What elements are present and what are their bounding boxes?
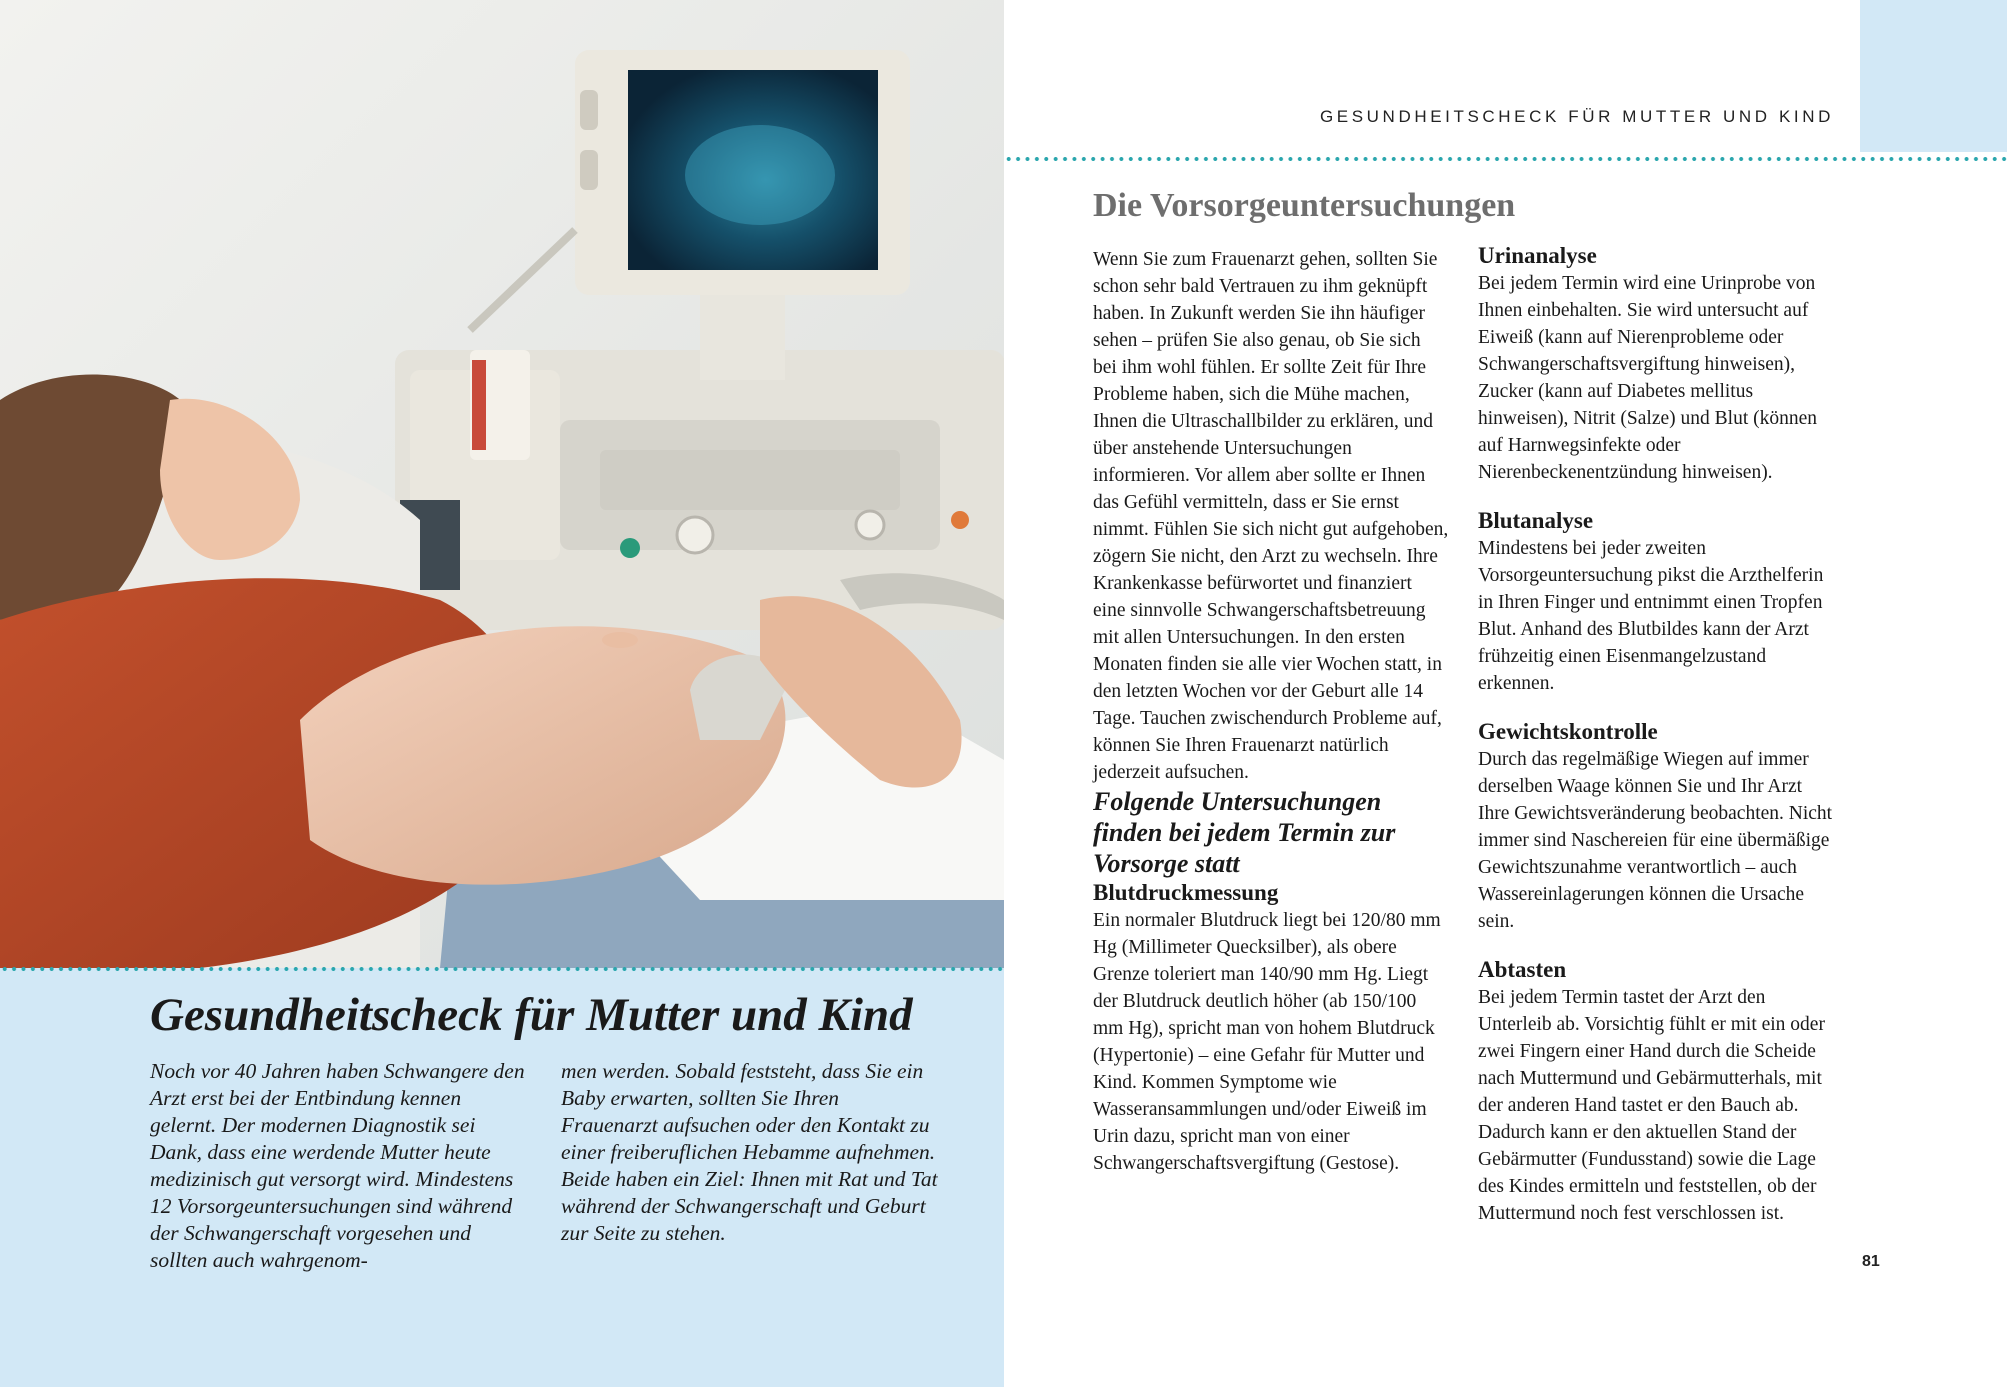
- paragraph-urinanalyse: Bei jedem Termin wird eine Urinprobe von Ihnen einbehalten. Sie wird untersucht auf Eiweiß (kann auf Nierenprobleme oder Schwangerschaftsvergiftung hinweisen), Zucker (kann auf Diabetes mellitus hinweisen), Nitrit (Salze) und Blut (können auf Harnwegsinfekte oder Nierenbeckenentzündung hinweisen).: [1478, 273, 1818, 483]
- running-head: GESUNDHEITSCHECK FÜR MUTTER UND KIND: [1319, 107, 1834, 126]
- paragraph-abtasten: Bei jedem Termin tastet der Arzt den Unterleib ab. Vorsichtig fühlt er mit ein oder zwei Fingern einer Hand durch die Scheide nach Muttermund und Gebärmutterhals, mit der anderen Hand tastet er den Bauch ab. Dadurch kann er den aktuellen Stand der Gebärmutter (Fundusstand) sowie die Lage des Kindes ermitteln und feststellen, ob der Muttermund noch fest verschlossen ist.: [1478, 987, 1825, 1224]
- subheading-blutdruckmessung: Blutdruckmessung: [1093, 880, 1279, 905]
- chapter-title: Gesundheitscheck für Mutter und Kind: [150, 989, 913, 1041]
- intro-text-column-1: Noch vor 40 Jahren haben Schwangere den Arzt erst bei der Entbindung kennen gelernt. Der modernen Diagnostik sei Dank, dass eine werdende Mutter heute medizinisch gut versorgt wird. Mindestens 12 Vorsorgeuntersuchungen sind während der Schwangerschaft vorgesehen und sollten auch wahrgenom-: [150, 1059, 525, 1272]
- subheading-gewichtskontrolle: Gewichtskontrolle: [1478, 719, 1658, 744]
- subheading-urinanalyse: Urinanalyse: [1478, 243, 1597, 268]
- dotted-divider: [0, 966, 1004, 972]
- italic-subheading: Folgende Untersuchungen finden bei jedem Termin zur Vorsorge statt: [1093, 787, 1396, 878]
- text-column-1: [1093, 246, 1449, 1177]
- section-title: Die Vorsorgeuntersuchungen: [1093, 187, 1516, 224]
- subheading-abtasten: Abtasten: [1478, 957, 1567, 982]
- subheading-blutanalyse: Blutanalyse: [1478, 508, 1594, 533]
- paragraph-blutdruckmessung: Ein normaler Blutdruck liegt bei 120/80 mm Hg (Millimeter Quecksilber), als obere Grenze toleriert man 140/90 mm Hg. Liegt der Blutdruck deutlich höher (ab 150/100 mm Hg), spricht man von hohem Blutdruck (Hypertonie) – eine Gefahr für Mutter und Kind. Kommen Symptome wie Wasseransammlungen und/oder Eiweiß im Urin dazu, spricht man von einer Schwangerschaftsvergiftung (Gestose).: [1093, 910, 1441, 1174]
- text-column-2: [1478, 242, 1834, 1227]
- ultrasound-photo: [0, 0, 1004, 968]
- paragraph-gewichtskontrolle: Durch das regelmäßige Wiegen auf immer derselben Waage können Sie und Ihr Arzt Ihre Gewichtsveränderung beobachten. Nicht immer sind Naschereien für eine übermäßige Gewichtszunahme verantwortlich – auch Wassereinlagerungen können die Ursache sein.: [1478, 749, 1833, 932]
- page-number: 81: [1862, 1253, 1880, 1270]
- dotted-divider: [1004, 156, 2007, 162]
- paragraph-blutanalyse: Mindestens bei jeder zweiten Vorsorgeuntersuchung pikst die Arzthelferin in Ihren Finger und entnimmt einen Tropfen Blut. Anhand des Blutbildes kann der Arzt frühzeitig einen Eisenmangelzustand erkennen.: [1478, 538, 1824, 694]
- intro-text-column-2: men werden. Sobald feststeht, dass Sie ein Baby erwarten, sollten Sie Ihren Frauenarzt aufsuchen oder den Kontakt zu einer freiberuflichen Hebamme aufnehmen. Beide haben ein Ziel: Ihnen mit Rat und Tat während der Schwangerschaft und Geburt zur Seite zu stehen.: [561, 1059, 938, 1245]
- intro-paragraph: Wenn Sie zum Frauenarzt gehen, sollten Sie schon sehr bald Vertrauen zu ihm geknüpft haben. In Zukunft werden Sie ihn häufiger sehen – prüfen Sie also genau, ob Sie sich bei ihm wohl fühlen. Er sollte Zeit für Ihre Probleme haben, sich die Mühe machen, Ihnen die Ultraschallbilder zu erklären, und über anstehende Untersuchungen informieren. Vor allem aber sollte er Ihnen das Gefühl vermitteln, dass er Sie ernst nimmt. Fühlen Sie sich nicht gut aufgehoben, zögern Sie nicht, den Arzt zu wechseln. Ihre Krankenkasse befürwortet und finanziert eine sinnvolle Schwangerschaftsbetreuung mit allen Untersuchungen. In den ersten Monaten finden sie alle vier Wochen statt, in den letzten Wochen vor der Geburt alle 14 Tage. Tauchen zwischendurch Probleme auf, können Sie Ihren Frauenarzt natürlich jederzeit aufsuchen.: [1093, 249, 1449, 783]
- corner-accent-block: [1860, 0, 2007, 152]
